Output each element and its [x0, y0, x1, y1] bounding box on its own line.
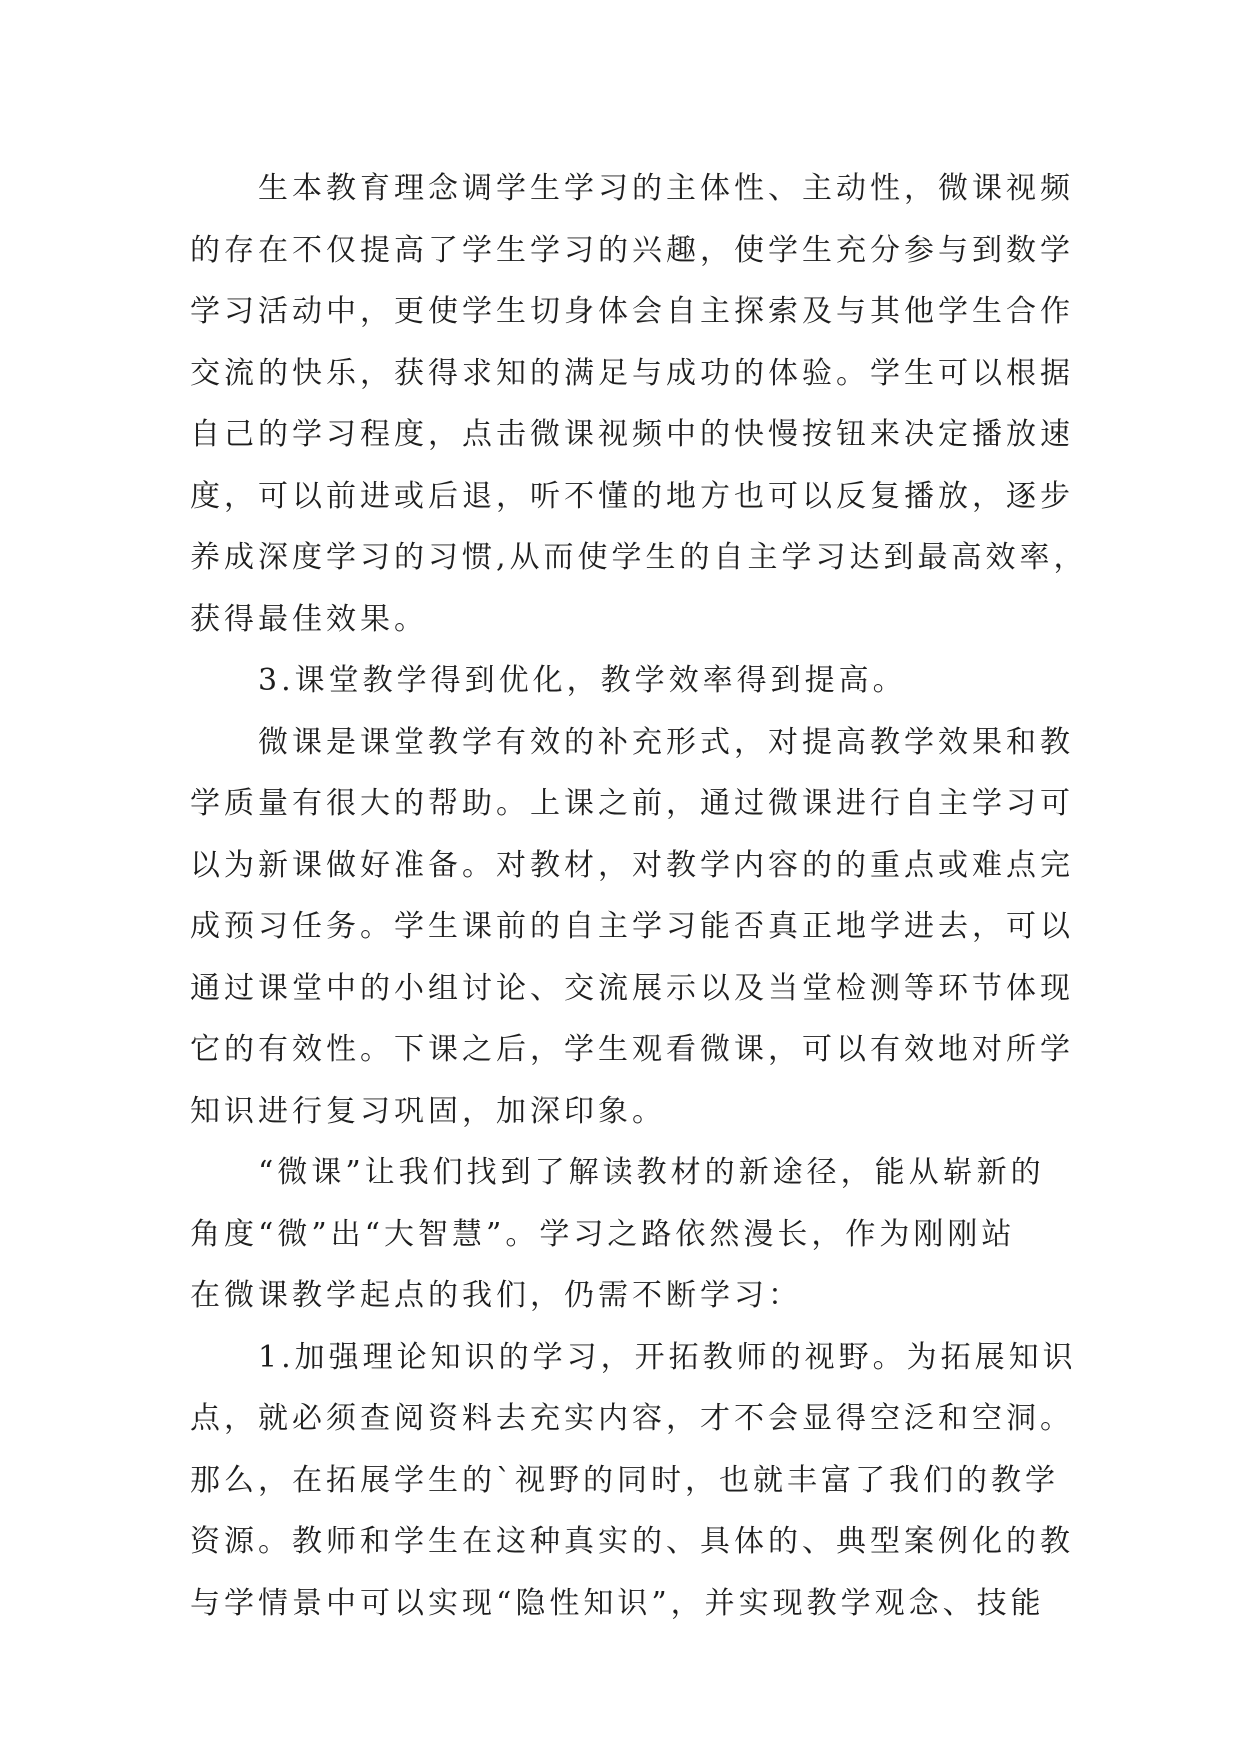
text-line: 在微课教学起点的我们，仍需不断学习： — [190, 1278, 802, 1313]
text-line: 以为新课做好准备。对教材，对教学内容的的重点或难点完 — [190, 847, 1074, 883]
text-line: 交流的快乐，获得求知的满足与成功的体验。学生可以根据 — [190, 355, 1074, 391]
text-line: 微课是课堂教学有效的补充形式，对提高教学效果和教 — [258, 724, 1074, 760]
text-line: 成预习任务。学生课前的自主学习能否真正地学进去，可以 — [190, 909, 1074, 944]
text-line: 资源。教师和学生在这种真实的、具体的、典型案例化的教 — [190, 1524, 1074, 1559]
text-line: 自己的学习程度，点击微课视频中的快慢按钮来决定播放速 — [190, 417, 1074, 452]
text-line: 角度“微”出“大智慧”。学习之路依然漫长，作为刚刚站 — [190, 1216, 1016, 1252]
text-line: 那么，在拓展学生的`视野的同时，也就丰富了我们的教学 — [190, 1462, 1059, 1498]
text-line: 它的有效性。下课之后，学生观看微课，可以有效地对所学 — [190, 1032, 1074, 1067]
text-line: 养成深度学习的习惯,从而使学生的自主学习达到最高效率， — [190, 540, 1088, 575]
text-line: 与学情景中可以实现“隐性知识”，并实现教学观念、技能 — [190, 1585, 1045, 1621]
text-line: 知识进行复习巩固，加深印象。 — [190, 1093, 666, 1129]
text-line: 学质量有很大的帮助。上课之前，通过微课进行自主学习可 — [190, 786, 1074, 821]
text-line: 的存在不仅提高了学生学习的兴趣，使学生充分参与到数学 — [190, 232, 1074, 268]
text-line: 生本教育理念调学生学习的主体性、主动性，微课视频 — [258, 171, 1074, 206]
text-line: 点，就必须查阅资料去充实内容，才不会显得空泛和空洞。 — [190, 1401, 1074, 1436]
text-line: 学习活动中，更使学生切身体会自主探索及与其他学生合作 — [190, 294, 1074, 329]
text-line: 通过课堂中的小组讨论、交流展示以及当堂检测等环节体现 — [190, 970, 1074, 1006]
text-line: 3.课堂教学得到优化，教学效率得到提高。 — [258, 663, 907, 698]
text-line: 获得最佳效果。 — [190, 601, 428, 637]
text-line: “微课”让我们找到了解读教材的新途径，能从崭新的 — [258, 1155, 1045, 1190]
text-line: 1.加强理论知识的学习，开拓教师的视野。为拓展知识 — [258, 1339, 1077, 1375]
text-line: 度，可以前进或后退，听不懂的地方也可以反复播放，逐步 — [190, 478, 1074, 514]
document-body — [190, 158, 1088, 1634]
